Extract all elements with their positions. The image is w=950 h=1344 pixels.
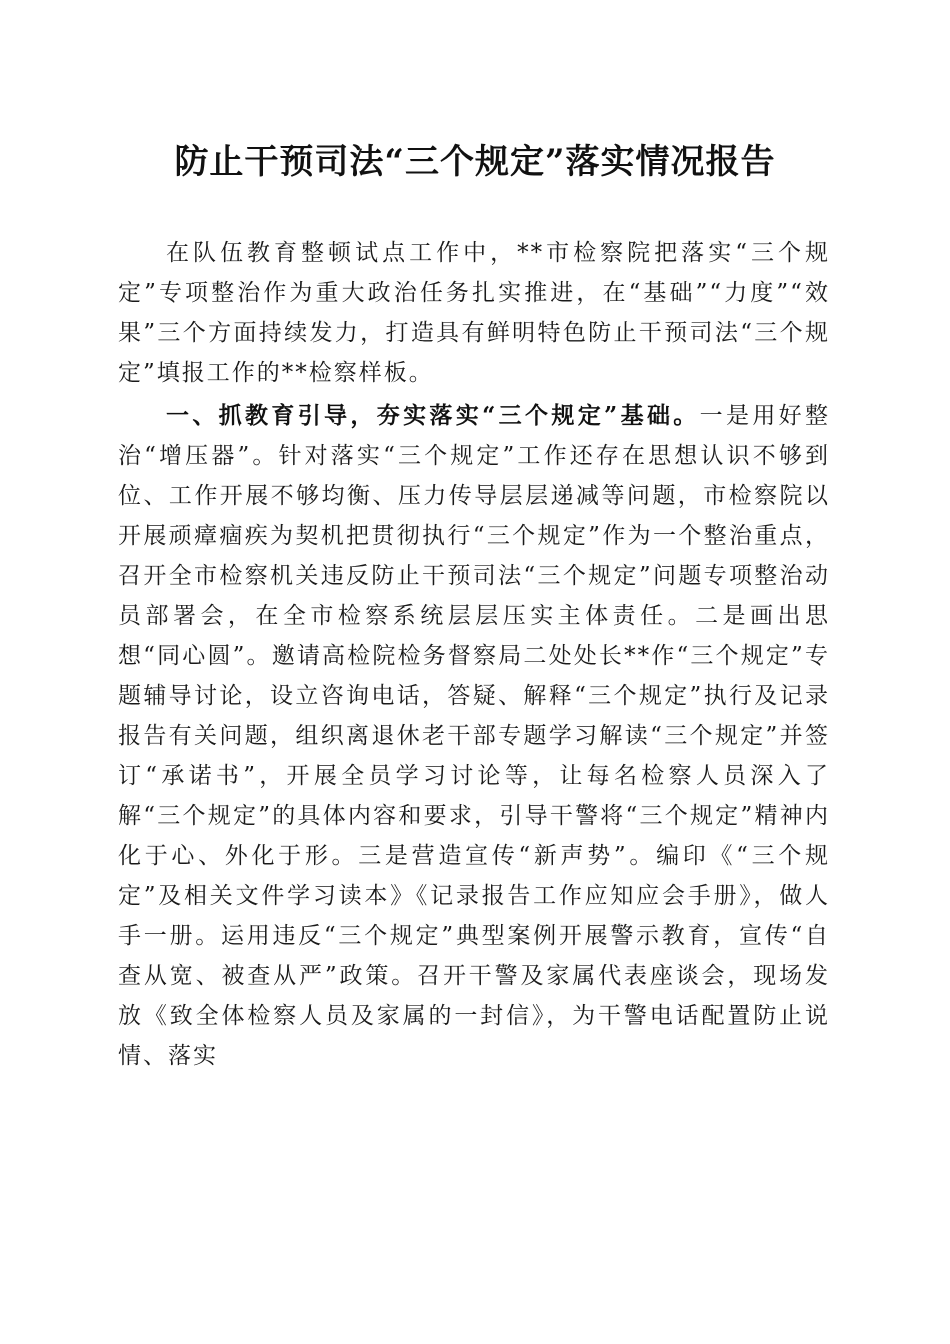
document-body [118,233,830,1079]
section-1-heading: 一、抓教育引导，夯实落实“三个规定”基础。 [166,402,700,429]
section-1-paragraph [118,396,830,1076]
document-title: 防止干预司法“三个规定”落实情况报告 [174,142,776,182]
section-1-body: 一是用好整治“增压器”。针对落实“三个规定”工作还存在思想认识不够到位、工作开展不够均衡、压力传导层层递减等问题，市检察院以开展顽瘴痼疾为契机把贯彻执行“三个规定”作为一个整治重点，召开全市检察机关违反防止干预司法“三个规定”问题专项整治动员部署会，在全市检察系统层层压实主体责任。二是画出思想“同心圆”。邀请高检院检务督察局二处处长**作“三个规定”专题辅导讨论，设立咨询电话，答疑、解释“三个规定”执行及记录报告有关问题，组织离退休老干部专题学习解读“三个规定”并签订“承诺书”，开展全员学习讨论等，让每名检察人员深入了解“三个规定”的具体内容和要求，引导干警将“三个规定”精神内化于心、外化于形。三是营造宣传“新声势”。编印《“三个规定”及相关文件学习读本》《记录报告工作应知应会手册》，做人手一册。运用违反“三个规定”典型案例开展警示教育，宣传“自查从宽、被查从严”政策。召开干警及家属代表座谈会，现场发放《致全体检察人员及家属的一封信》，为干警电话配置防止说情、落实 [118,403,831,1069]
intro-paragraph: 在队伍教育整顿试点工作中，**市检察院把落实“三个规定”专项整治作为重大政治任务扎实推进，在“基础”“力度”“效果”三个方面持续发力，打造具有鲜明特色防止干预司法“三个规定”填报工作的**检察样板。 [118,240,830,386]
